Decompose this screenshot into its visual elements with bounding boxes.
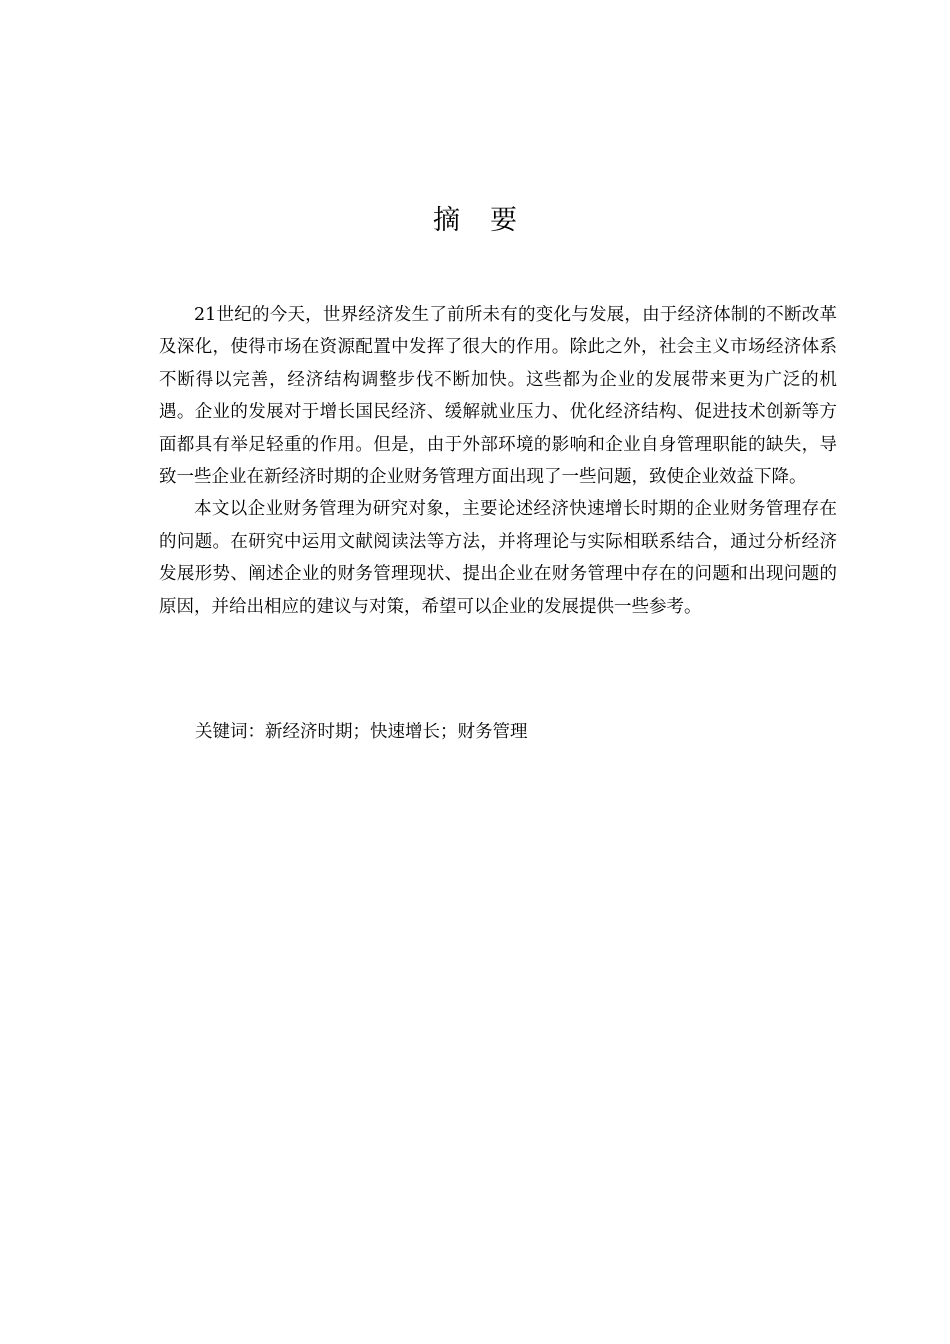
abstract-paragraph-2: 本文以企业财务管理为研究对象，主要论述经济快速增长时期的企业财务管理存在的问题。在研究中运用文献阅读法等方法，并将理论与实际相联系结合，通过分析经济发展形势、阐述企业的财务管理现状、提出企业在财务管理中存在的问题和出现问题的原因，并给出相应的建议与对策，希望可以企业的发展提供一些参考。	[159, 499, 837, 617]
keywords-label: 关键词：	[195, 722, 265, 742]
keywords-text: 新经济时期；快速增长；财务管理	[265, 722, 528, 742]
abstract-title	[0, 203, 950, 239]
title-char-2: 要	[490, 205, 517, 236]
abstract-body	[159, 299, 837, 623]
title-char-1: 摘	[433, 205, 460, 236]
keywords-line	[195, 716, 835, 748]
abstract-paragraph-1: 21世纪的今天，世界经济发生了前所未有的变化与发展，由于经济体制的不断改革及深化，使得市场在资源配置中发挥了很大的作用。除此之外，社会主义市场经济体系不断得以完善，经济结构调整步伐不断加快。这些都为企业的发展带来更为广泛的机遇。企业的发展对于增长国民经济、缓解就业压力、优化经济结构、促进技术创新等方面都具有举足轻重的作用。但是，由于外部环境的影响和企业自身管理职能的缺失，导致一些企业在新经济时期的企业财务管理方面出现了一些问题，致使企业效益下降。	[159, 305, 837, 488]
